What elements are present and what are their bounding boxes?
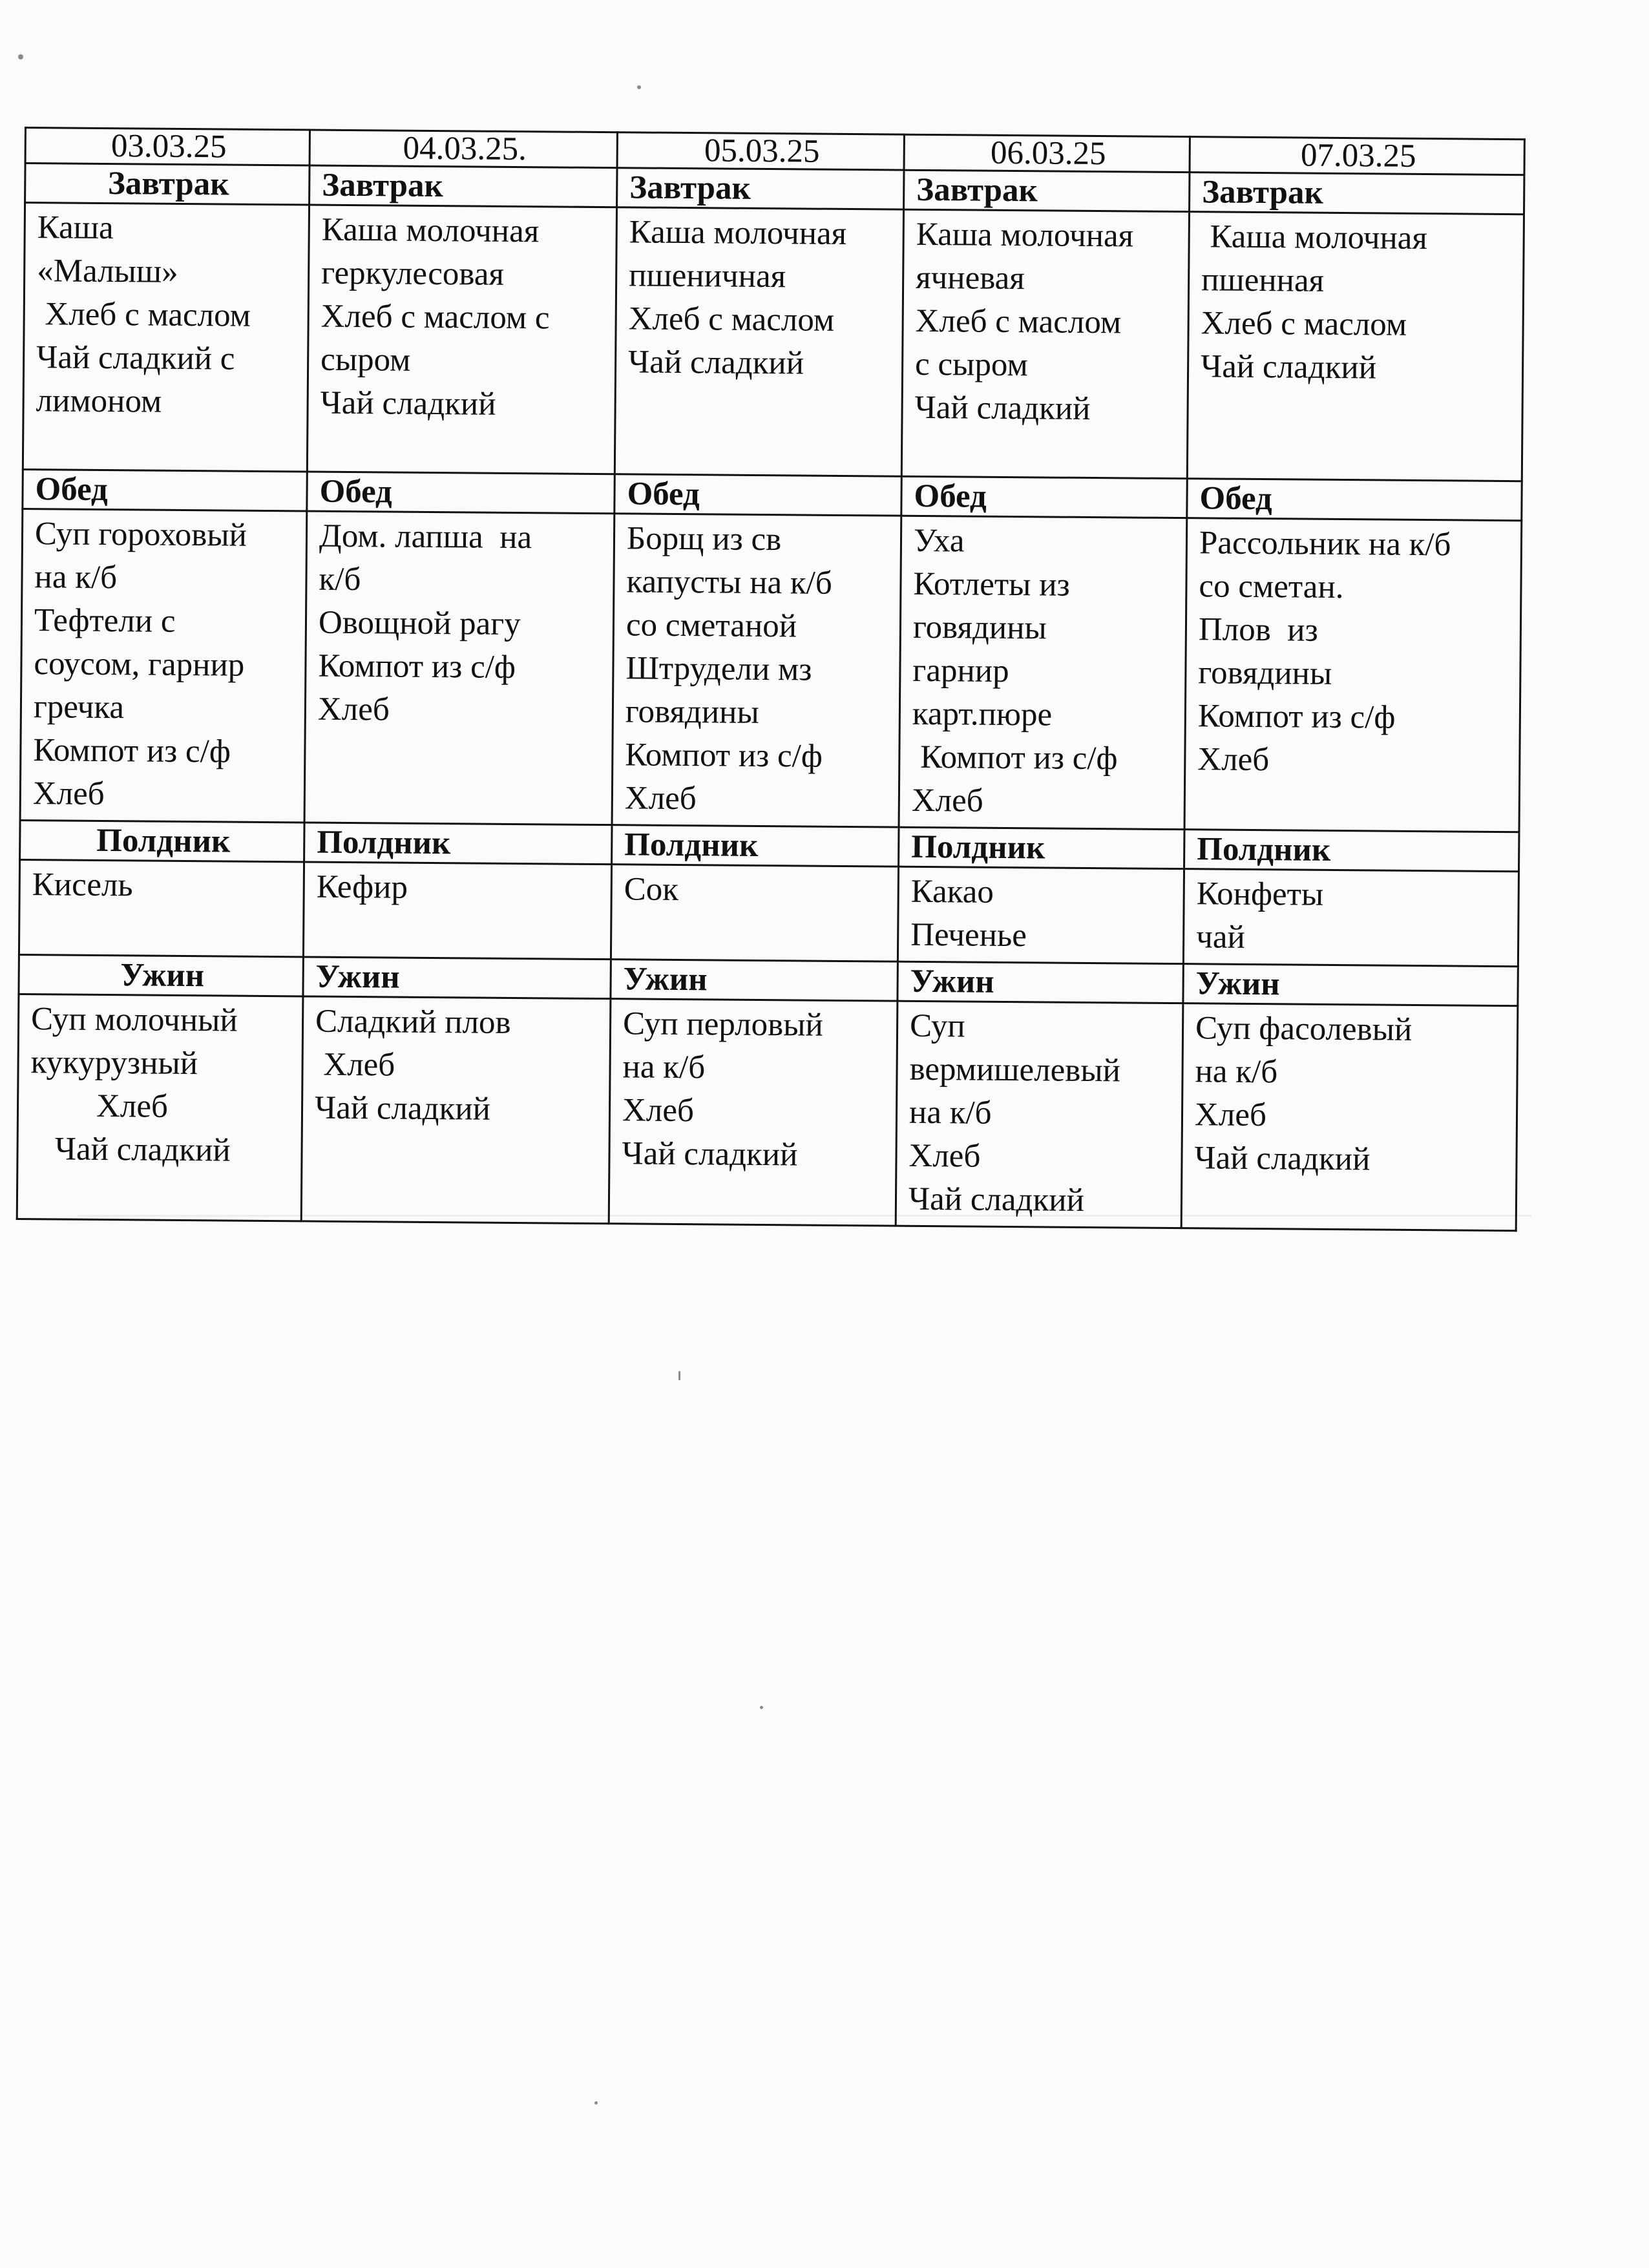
dish-line: Компот из с/ф [625,737,823,775]
dish-line: Каша молочная [629,214,847,252]
dish-line: соусом, гарнир [34,646,245,684]
dish-line: Хлеб [30,1087,169,1125]
dish-line: геркулесовая [321,255,505,293]
dish-line: Чай сладкий с [36,339,235,377]
dish-line: кукурузный [30,1044,198,1082]
dishes-cell [901,209,1189,478]
dish-line: Чай сладкий [1200,348,1377,386]
dish-line: Плов из [1198,611,1318,649]
dishes-cell [23,203,309,472]
dish-line: капусты на к/б [626,563,832,602]
meal-title: Полдник [20,820,304,861]
dish-line: Хлеб [315,1046,395,1084]
date-cell: 07.03.25 [1190,137,1524,175]
dish-line: Компот из с/ф [1197,698,1396,736]
dish-line: Каша молочная [1201,218,1428,257]
meal-title: Завтрак [25,163,310,205]
dish-line: Тефтели с [34,602,176,640]
dish-line: Котлеты из [913,565,1070,604]
dishes-cell [304,511,614,825]
meal-title: Полдник [899,827,1184,868]
scan-speck [594,2101,598,2105]
dish-line: Штрудели мз [625,650,812,688]
dish-line: Хлеб [909,1137,981,1175]
dish-line: Суп молочный [30,1001,238,1039]
dish-line: лимоном [36,383,162,420]
dish-line: Борщ из св [626,520,782,558]
dish-line: Печенье [910,916,1027,954]
scan-speck [637,85,641,89]
dish-line: Уха [913,522,965,560]
dishes-cell [17,994,303,1221]
meal-title: Ужин [19,954,303,996]
dish-line: к/б [319,561,361,598]
dish-line: на к/б [1195,1053,1278,1091]
dish-line: Чай сладкий [908,1181,1085,1219]
dish-line: Хлеб [317,691,390,728]
meal-title: Завтрак [904,170,1190,211]
dishes-cell [1181,1003,1518,1231]
weekly-menu-table [16,127,1526,1232]
dishes-cell [612,514,901,827]
dish-line: Суп фасолевый [1195,1010,1413,1048]
dish-line: Чай сладкий [914,389,1091,427]
dish-line: Хлеб [624,780,697,817]
dish-line: Суп гороховый [34,516,247,554]
dish-line: Суп перловый [622,1005,823,1044]
dish-line: говядины [625,693,759,731]
dishes-cell [609,999,898,1226]
dish-line: Чай сладкий [320,384,496,423]
dishes-cell [899,516,1187,829]
date-cell: 05.03.25 [617,132,904,170]
dish-line: Чай сладкий [1194,1140,1371,1178]
meal-title: Обед [307,472,614,514]
dish-line: «Малыш» [37,253,178,290]
dishes-cell [614,207,903,476]
meal-items-row-snack [19,859,1518,966]
meal-title: Полдник [1184,830,1519,872]
scan-speck [678,1371,680,1380]
dishes-cell [19,859,304,956]
dish-line: Какао [910,873,994,910]
meal-title: Завтрак [1190,173,1524,215]
dish-line: Хлеб [911,782,983,819]
meal-title: Обед [23,469,307,510]
dish-line: на к/б [34,559,118,596]
dish-line: Компот из с/ф [912,739,1118,777]
dish-line: Хлеб [622,1092,695,1129]
dish-line: Каша молочная [321,211,540,250]
dish-line: Компот из с/ф [33,732,231,770]
dishes-cell [303,862,611,960]
dishes-cell [1183,869,1518,967]
dish-line: Чай сладкий [622,1135,798,1173]
meal-title: Ужин [303,957,611,999]
dish-line: Компот из с/ф [318,647,516,686]
meal-title: Обед [1187,479,1522,521]
dish-line: говядины [912,609,1047,647]
dish-line: Чай сладкий [314,1089,491,1128]
meal-title: Обед [614,474,901,516]
dish-line: Овощной рагу [318,604,521,643]
dish-line: Хлеб [1197,741,1270,779]
dishes-cell [898,866,1184,963]
dish-line: Хлеб с маслом [915,302,1122,341]
dishes-cell [896,1001,1183,1228]
meal-items-row-breakfast [23,203,1524,481]
dishes-cell [307,205,616,474]
dish-line: Сок [624,871,679,908]
dish-line: Суп [909,1007,965,1045]
meal-title: Обед [901,476,1187,518]
dishes-cell [1187,212,1524,481]
dish-line: чай [1195,919,1246,956]
dishes-cell [20,509,307,822]
dish-line: Хлеб с маслом [628,300,835,339]
dish-line: Конфеты [1196,876,1324,913]
dish-line: Хлеб с маслом [36,296,251,334]
dish-line: Сладкий плов [315,1003,511,1041]
dish-line: Каша [37,209,114,247]
dish-line: со сметан. [1199,568,1344,606]
meal-title: Ужин [898,961,1183,1003]
dish-line: Кисель [32,866,133,904]
meal-title: Завтрак [310,165,617,207]
scan-speck [18,54,23,59]
dishes-cell [301,996,611,1224]
meal-title: Ужин [1183,964,1518,1006]
meal-title: Ужин [611,960,898,1001]
dish-line: Кефир [316,868,408,906]
date-cell: 06.03.25 [904,134,1190,172]
dish-line: пшенная [1201,262,1325,299]
dish-line: пшеничная [628,257,786,295]
dish-line: гарнир [912,652,1009,689]
scan-speck [760,1706,763,1709]
dish-line: карт.пюре [912,695,1053,733]
meal-items-row-lunch [20,509,1522,832]
dish-line: Хлеб с маслом [1201,305,1407,343]
dish-line: со сметаной [625,607,797,645]
dish-line: вермишелевый [909,1051,1121,1089]
meal-title: Завтрак [617,168,904,209]
date-cell: 04.03.25. [310,130,617,168]
dish-line: сыром [320,341,411,379]
meal-title: Полдник [304,823,612,865]
dish-line: Хлеб [1194,1097,1267,1134]
dish-line: Чай сладкий [30,1131,231,1169]
dish-line: гречка [33,689,125,726]
bleed-through-shadow [78,1215,1531,1630]
dishes-cell [611,865,898,961]
meal-title: Полдник [612,825,899,866]
dishes-cell [1184,518,1522,832]
dish-line: Рассольник на к/б [1199,525,1451,563]
dish-line: Каша молочная [916,216,1134,255]
dish-line: на к/б [909,1094,992,1131]
dish-line: на к/б [622,1049,706,1086]
dish-line: ячневая [915,259,1025,297]
dish-line: Чай сладкий [627,344,804,382]
date-cell: 03.03.25 [25,128,310,165]
dish-line: с сыром [914,346,1028,384]
dish-line: Хлеб с маслом с [320,298,550,337]
dish-line: Дом. лапша на [319,518,532,556]
dish-line: говядины [1198,655,1332,692]
meal-items-row-dinner [17,994,1518,1230]
dish-line: Хлеб [32,775,105,813]
